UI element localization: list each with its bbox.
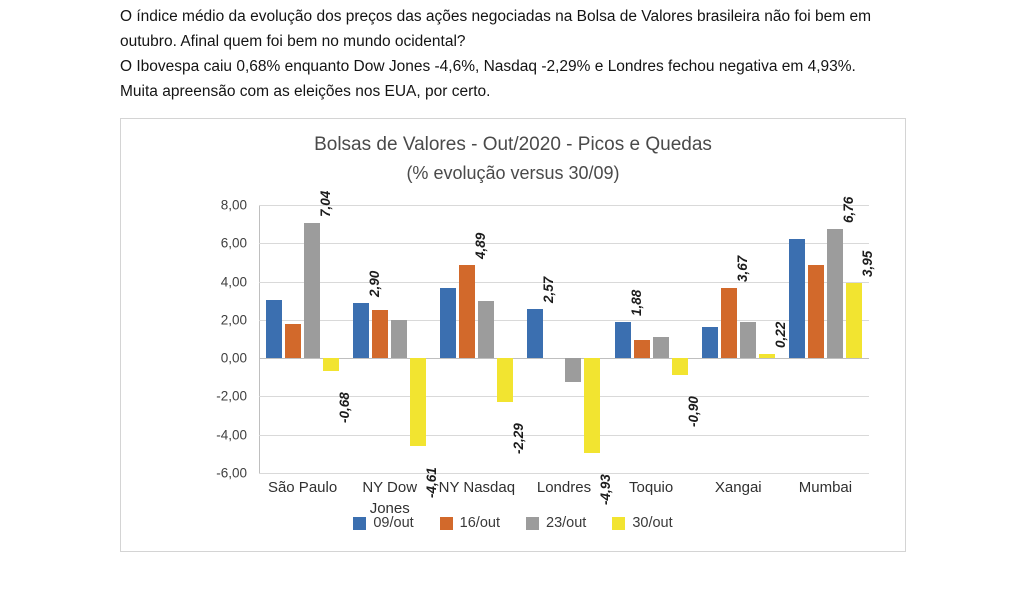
legend-label: 16/out xyxy=(459,515,500,531)
bar-value-label: -4,93 xyxy=(598,473,614,505)
bar-group xyxy=(259,191,353,473)
bar-value-label: 0,22 xyxy=(772,321,788,348)
bar xyxy=(846,283,862,359)
bar xyxy=(634,340,650,358)
legend-swatch-icon xyxy=(353,517,366,530)
legend-item[interactable] xyxy=(440,515,500,531)
x-tick-label: Mumbai xyxy=(798,479,853,496)
legend-swatch-icon xyxy=(440,517,453,530)
intro-line-1: O índice médio da evolução dos preços das ações negociadas na Bolsa de Valores brasileira não foi bem em outubro. Afinal quem foi bem no mundo ocidental? xyxy=(120,8,872,50)
intro-paragraph xyxy=(120,4,910,104)
bar-group xyxy=(782,196,875,473)
legend-label: 30/out xyxy=(632,515,673,531)
y-tick-label: 6,00 xyxy=(220,235,247,251)
x-tick-label: NY Dow Jones xyxy=(362,479,418,517)
legend-swatch-icon xyxy=(612,517,625,530)
y-axis-tick-labels xyxy=(193,197,253,481)
bar-value-label: 2,90 xyxy=(367,270,383,297)
bar xyxy=(584,358,600,452)
gridline xyxy=(259,473,869,474)
bar xyxy=(565,358,581,382)
legend-item[interactable] xyxy=(353,515,413,531)
intro-line-3: Muita apreensão com as eleições nos EUA, por certo. xyxy=(120,83,491,100)
bar xyxy=(527,309,543,358)
bar xyxy=(653,337,669,358)
y-tick-label: 2,00 xyxy=(220,312,247,328)
legend-item[interactable] xyxy=(612,515,672,531)
bar xyxy=(615,322,631,358)
bar-value-label: 7,04 xyxy=(318,191,334,218)
bar-value-label: 1,88 xyxy=(628,289,644,317)
bar-value-label: -0,90 xyxy=(685,396,701,428)
bar xyxy=(391,320,407,358)
x-tick-label: Xangai xyxy=(714,479,762,496)
bar xyxy=(459,265,475,359)
bar xyxy=(808,265,824,358)
bar xyxy=(789,239,805,359)
bar-value-label: 4,89 xyxy=(473,232,489,259)
y-tick-label: 4,00 xyxy=(220,274,247,290)
bar xyxy=(702,327,718,358)
y-tick-label: -6,00 xyxy=(216,465,247,481)
bar xyxy=(478,301,494,358)
x-tick-label: NY Nasdaq xyxy=(438,479,516,496)
bar xyxy=(440,288,456,358)
bar xyxy=(266,300,282,358)
bar xyxy=(759,354,775,358)
bar-value-label: -0,68 xyxy=(337,392,353,424)
chart-title-block xyxy=(121,131,905,187)
bar xyxy=(827,229,843,358)
bar xyxy=(672,358,688,375)
legend-label: 23/out xyxy=(546,515,587,531)
chart-subtitle: (% evolução versus 30/09) xyxy=(406,163,620,183)
x-tick-label: São Paulo xyxy=(267,479,338,496)
bar-value-label: 3,95 xyxy=(859,250,875,277)
chart-legend xyxy=(121,515,905,531)
bar-group xyxy=(433,205,527,473)
bar-group xyxy=(608,205,701,473)
chart-title: Bolsas de Valores - Out/2020 - Picos e Quedas xyxy=(314,134,712,155)
chart-container xyxy=(120,118,906,552)
bar xyxy=(740,322,756,358)
y-tick-label: 8,00 xyxy=(220,197,247,213)
bar-value-label: -4,61 xyxy=(424,467,440,499)
bar xyxy=(285,324,301,358)
legend-item[interactable] xyxy=(526,515,586,531)
bar xyxy=(372,310,388,358)
bar-value-label: 2,57 xyxy=(541,276,557,303)
intro-line-2: O Ibovespa caiu 0,68% enquanto Dow Jones -4,6%, Nasdaq -2,29% e Londres fechou negativa em 4,93%. xyxy=(120,58,856,75)
bar xyxy=(323,358,339,371)
x-tick-label: Londres xyxy=(536,479,592,496)
bar xyxy=(304,223,320,358)
bar-value-label: 3,67 xyxy=(734,255,750,282)
bar-group xyxy=(695,205,788,473)
y-tick-label: -2,00 xyxy=(216,388,247,404)
bar xyxy=(721,288,737,358)
y-tick-label: 0,00 xyxy=(220,350,247,366)
legend-swatch-icon xyxy=(526,517,539,530)
y-tick-label: -4,00 xyxy=(216,427,247,443)
bar xyxy=(353,303,369,359)
bar xyxy=(410,358,426,446)
bar-value-label: -2,29 xyxy=(511,423,527,454)
legend-label: 09/out xyxy=(373,515,414,531)
bar-value-label: 6,76 xyxy=(840,196,856,223)
x-tick-label: Toquio xyxy=(629,479,674,496)
bar xyxy=(497,358,513,402)
